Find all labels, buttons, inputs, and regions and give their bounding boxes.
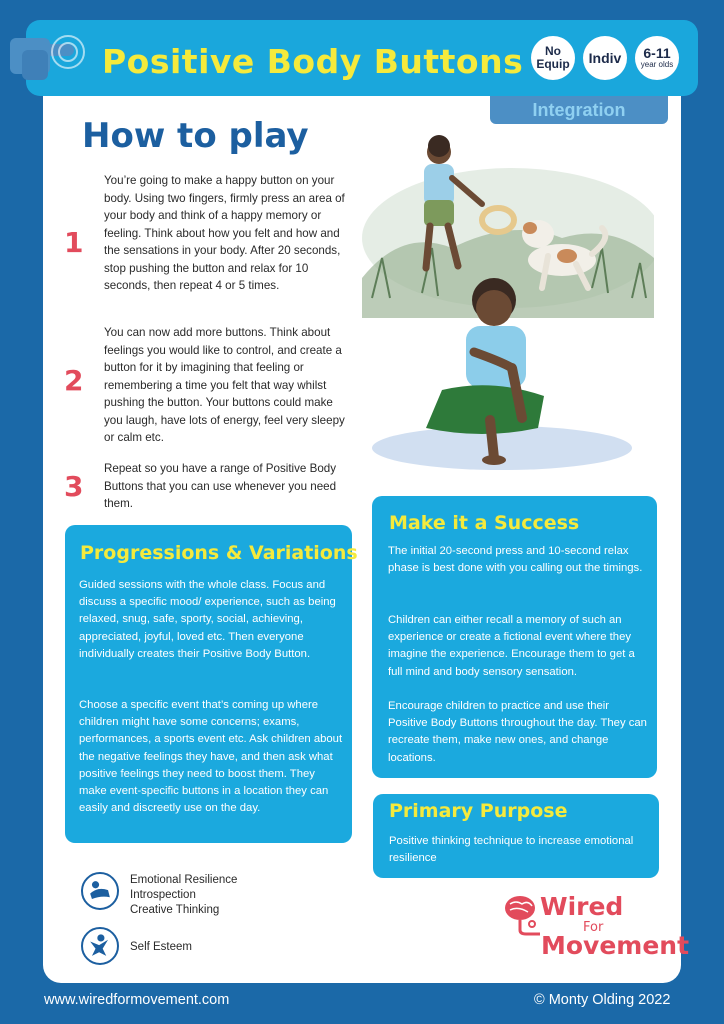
category-tab: Integration [490, 96, 668, 124]
badge-age-unit: year olds [640, 60, 674, 69]
purpose-text: Positive thinking technique to increase emotional resilience [389, 835, 634, 865]
page-title: Positive Body Buttons [102, 42, 524, 81]
success-paragraph: Encourage children to practice and use their Positive Body Buttons throughout the day. They can recreate them, make new ones, and change locations. [388, 700, 647, 764]
step-number: 2 [64, 364, 84, 397]
skill-label: Emotional Resilience [130, 874, 238, 886]
success-title: Make it a Success [389, 512, 580, 534]
self-esteem-figure-icon [81, 927, 119, 965]
badge-age [635, 36, 679, 80]
success-paragraph: Children can either recall a memory of such an experience or create a fictional event where they imagine the experience. Encourage them to get a full mind and body sensory sensation. [388, 614, 635, 678]
how-to-play-heading: How to play [82, 116, 309, 156]
skill-list [130, 873, 237, 918]
skill-label: Creative Thinking [130, 904, 220, 916]
progressions-title: Progressions & Variations [80, 542, 358, 564]
purpose-title: Primary Purpose [389, 800, 568, 822]
brain-logo-icon [502, 894, 542, 938]
step-text: Repeat so you have a range of Positive Body Buttons that you can use whenever you need them. [104, 462, 337, 510]
children-playing-illustration [362, 128, 654, 478]
footer-website: www.wiredformovement.com [44, 992, 230, 1008]
pointing-hand-icon [10, 30, 90, 90]
badge-equipment-line2: Equip [536, 57, 570, 71]
badge-equipment-line1: No [545, 44, 561, 58]
footer-copyright: © Monty Olding 2022 [534, 992, 671, 1008]
logo-movement: Movement [541, 931, 690, 960]
step-number: 1 [64, 226, 84, 259]
logo-wired: Wired [540, 892, 624, 921]
success-paragraph: The initial 20-second press and 10-second relax phase is best done with you calling out the timings. [388, 545, 643, 575]
skill-label: Self Esteem [130, 941, 192, 953]
step-text: You can now add more buttons. Think about feelings you would like to control, and create a button for it by imagining that feeling or remembering a time you felt that way whilst pushing the button. Your buttons could make you laugh, have lots of energy, feel very sleepy or calm etc. [104, 326, 345, 444]
badge-individual [583, 36, 627, 80]
step-text: You’re going to make a happy button on your body. Using two fingers, firmly press an area of your body and think of a happy memory or feeling. Think about how you felt and how and the sensations in your body. After 20 seconds, stop pushing the button and relax for 10 seconds, then repeat 4 or 5 times. [104, 174, 345, 292]
progressions-paragraph: Choose a specific event that’s coming up where children might have some concerns; exams, performances, a sports event etc. Ask children about the negative feelings they have, and then ask what positive feelings they need to boost them. They make event-specific buttons in a location they can easily and discreetly use on the day. [79, 699, 343, 815]
badge-equipment [531, 36, 575, 80]
resilience-figure-icon [81, 872, 119, 910]
logo-for: For [583, 920, 604, 935]
skill-label: Introspection [130, 889, 196, 901]
step-number: 3 [64, 470, 84, 503]
badge-age-range: 6-11 [643, 45, 671, 61]
progressions-paragraph: Guided sessions with the whole class. Focus and discuss a specific mood/ experience, such as being relaxed, snug, safe, sporty, social, achieving, appreciated, joyful, loved etc. Then everyone individually creates their Positive Body Button. [79, 579, 336, 660]
badge-individual-label: Indiv [588, 49, 622, 66]
